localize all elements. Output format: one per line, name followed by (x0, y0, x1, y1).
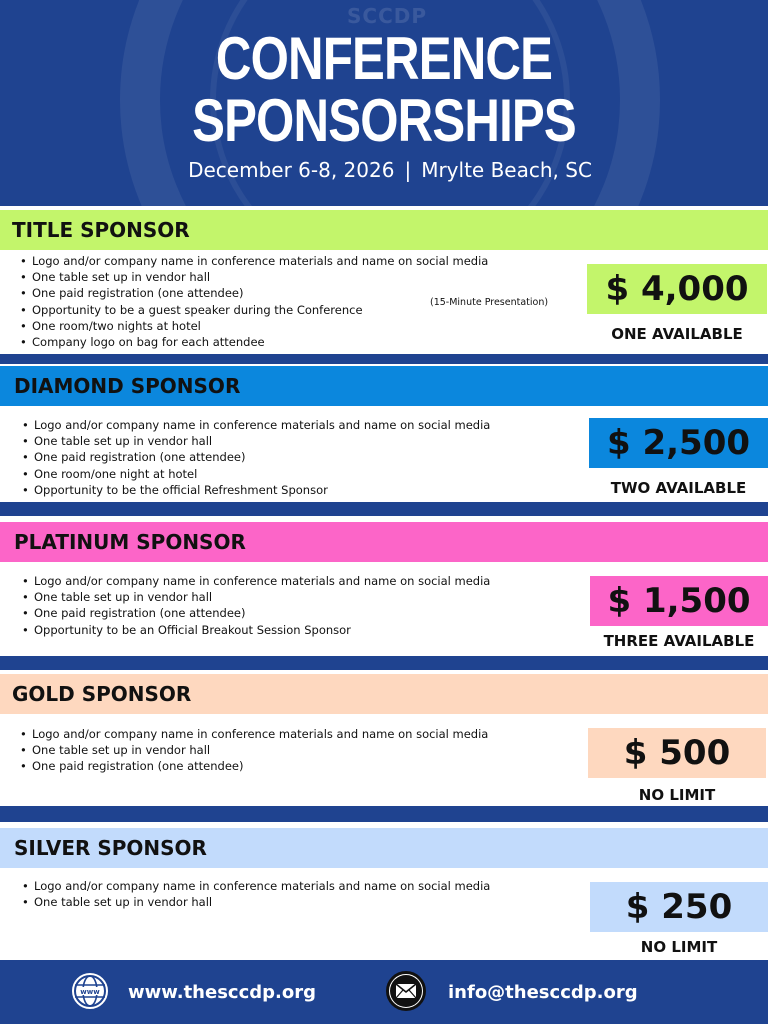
benefit-list (22, 417, 490, 498)
benefit-item: • One table set up in vendor hall (20, 742, 488, 758)
tier-availability: NO LIMIT (640, 938, 718, 956)
event-location: Mrylte Beach, SC (421, 158, 592, 182)
benefit-item: • One table set up in vendor hall (22, 894, 490, 910)
benefit-item: • Logo and/or company name in conference materials and name on social media (20, 253, 488, 269)
event-subtitle (0, 158, 768, 182)
tier-availability: ONE AVAILABLE (611, 325, 743, 343)
sponsor-tier-silver (0, 822, 768, 960)
benefit-item: • One table set up in vendor hall (22, 589, 490, 605)
page-title (69, 25, 699, 154)
sponsor-tier-platinum (0, 516, 768, 656)
benefit-item: • Logo and/or company name in conference materials and name on social media (22, 573, 490, 589)
tier-band: TITLE SPONSOR (0, 210, 768, 250)
benefit-list (20, 253, 488, 350)
tier-band: DIAMOND SPONSOR (0, 366, 768, 406)
title-line-2: SPONSORSHIPS (192, 87, 576, 154)
website-link[interactable]: www.thesccdp.org (128, 982, 316, 1003)
benefit-item: • One paid registration (one attendee) (20, 758, 488, 774)
tier-price: $ 2,500 (589, 418, 768, 468)
benefit-item: • One room/two nights at hotel (20, 318, 488, 334)
email-link[interactable]: info@thesccdp.org (448, 982, 638, 1003)
tier-band: SILVER SPONSOR (0, 828, 768, 868)
tier-price: $ 1,500 (590, 576, 768, 626)
tier-availability: TWO AVAILABLE (610, 479, 747, 497)
sponsor-tier-diamond (0, 364, 768, 502)
tier-price: $ 500 (588, 728, 766, 778)
benefit-item: • Logo and/or company name in conference materials and name on social media (22, 417, 490, 433)
globe-icon-label: www (80, 988, 100, 996)
benefit-list (20, 726, 488, 775)
benefit-item: • One table set up in vendor hall (20, 269, 488, 285)
envelope-icon (386, 971, 426, 1011)
tier-price: $ 250 (590, 882, 768, 932)
presentation-note: (15-Minute Presentation) (430, 297, 549, 308)
sponsor-tier-title (0, 206, 768, 354)
header (0, 0, 768, 208)
benefit-list (22, 573, 490, 638)
benefit-item: • One table set up in vendor hall (22, 433, 490, 449)
globe-icon (70, 971, 110, 1011)
benefit-item: • Logo and/or company name in conference materials and name on social media (22, 878, 490, 894)
benefit-item: • One paid registration (one attendee) (20, 285, 488, 301)
benefit-item: • Company logo on bag for each attendee (20, 334, 488, 350)
seal-text: SCCDP (346, 4, 428, 28)
benefit-list (22, 878, 490, 910)
benefit-item: • Opportunity to be an Official Breakout Session Sponsor (22, 622, 490, 638)
tier-availability: THREE AVAILABLE (603, 632, 755, 650)
benefit-item: • Opportunity to be the official Refreshment Sponsor (22, 482, 490, 498)
benefit-item: • One paid registration (one attendee) (22, 449, 490, 465)
tier-price: $ 4,000 (587, 264, 767, 314)
subtitle-separator: | (404, 158, 412, 182)
tier-availability: NO LIMIT (638, 786, 716, 804)
footer (0, 962, 768, 1024)
benefit-item: • One paid registration (one attendee) (22, 605, 490, 621)
event-dates: December 6-8, 2026 (188, 158, 395, 182)
benefit-item: • One room/one night at hotel (22, 466, 490, 482)
tier-band: GOLD SPONSOR (0, 674, 768, 714)
tier-band: PLATINUM SPONSOR (0, 522, 768, 562)
sponsor-tier-gold (0, 670, 768, 806)
benefit-item: • Logo and/or company name in conference materials and name on social media (20, 726, 488, 742)
benefit-item: • Opportunity to be a guest speaker during the Conference (20, 302, 488, 318)
title-line-1: CONFERENCE (215, 25, 553, 92)
